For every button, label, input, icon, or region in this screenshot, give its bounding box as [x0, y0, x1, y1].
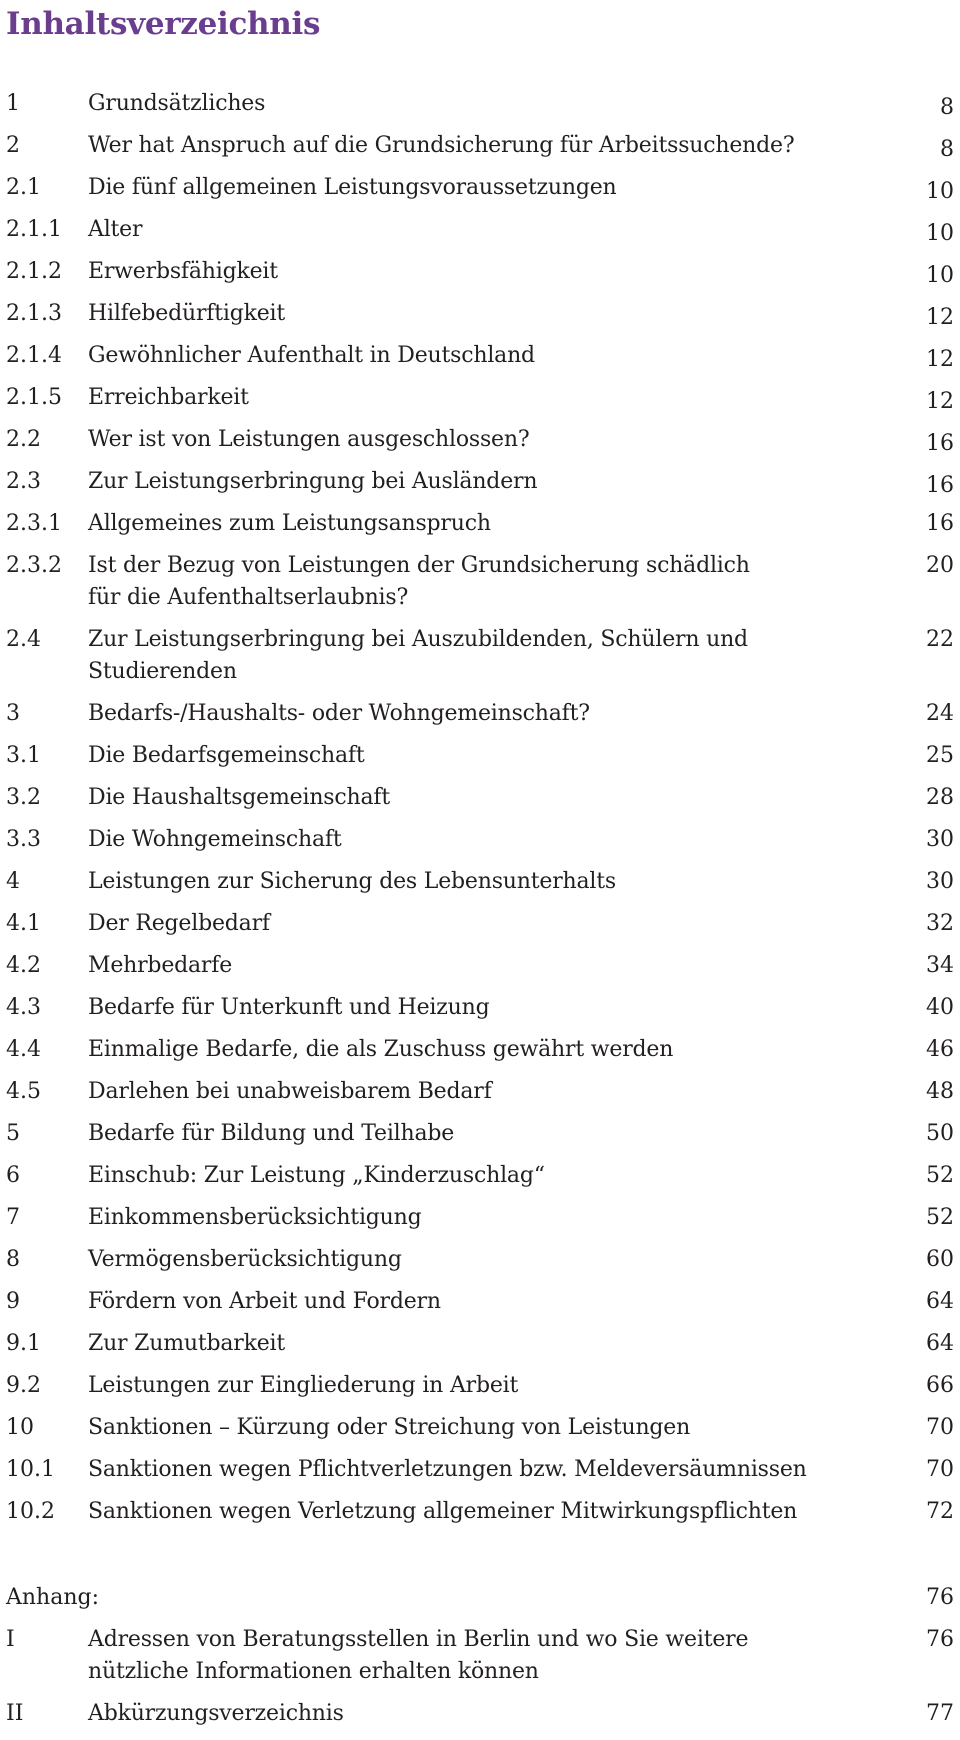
- toc-entry-number: 2.1: [6, 175, 41, 200]
- toc-entry-number: 2.3.1: [6, 511, 62, 536]
- toc-entry-page-number: 76: [926, 1627, 954, 1652]
- toc-entry-title: Ist der Bezug von Leistungen der Grundsicherung schädlich für die Aufenthaltserlaubnis?: [88, 553, 750, 610]
- toc-entry-number: 10.2: [6, 1499, 55, 1524]
- toc-entry-page-number: 16: [926, 511, 954, 536]
- toc-entry-page-number: 52: [926, 1205, 954, 1230]
- toc-entry-page-number: 10: [926, 263, 954, 288]
- toc-entry-page-number: 12: [926, 389, 954, 414]
- toc-entry-title: Die Wohngemeinschaft: [88, 827, 342, 852]
- toc-entry-number: 4: [6, 869, 20, 894]
- toc-entry-title: Mehrbedarfe: [88, 953, 233, 978]
- toc-entry[interactable]: [0, 1076, 960, 1118]
- toc-entry[interactable]: [0, 508, 960, 550]
- toc-entry-page-number: 64: [926, 1331, 954, 1356]
- toc-entry-number: 2.1.3: [6, 301, 62, 326]
- toc-entry-number: 4.3: [6, 995, 41, 1020]
- toc-entry-title: Bedarfe für Unterkunft und Heizung: [88, 995, 490, 1020]
- toc-entry-number: 2.1.1: [6, 217, 62, 242]
- toc-entry-page-number: 40: [926, 995, 954, 1020]
- toc-entry-title: Gewöhnlicher Aufenthalt in Deutschland: [88, 343, 535, 368]
- toc-entry-title: Leistungen zur Sicherung des Lebensunterhalts: [88, 869, 616, 894]
- toc-entry-title: Vermögensberücksichtigung: [88, 1247, 402, 1272]
- appendix-label: Anhang:: [6, 1585, 100, 1610]
- toc-entry[interactable]: [0, 1454, 960, 1496]
- toc-entry[interactable]: [0, 992, 960, 1034]
- toc-entry-title: Adressen von Beratungsstellen in Berlin und wo Sie weitere nützliche Informationen erhalten können: [88, 1627, 749, 1684]
- toc-entry[interactable]: [0, 340, 960, 382]
- toc-entry-number: 2.2: [6, 427, 41, 452]
- toc-entry[interactable]: [0, 1286, 960, 1328]
- toc-entry-page-number: 10: [926, 221, 954, 246]
- toc-entry-number: 3.1: [6, 743, 41, 768]
- toc-entry-page-number: 12: [926, 347, 954, 372]
- toc-entry[interactable]: [0, 698, 960, 740]
- toc-entry-page-number: 24: [926, 701, 954, 726]
- toc-entry-number: 9: [6, 1289, 20, 1314]
- toc-entry-title: Zur Leistungserbringung bei Auszubildenden, Schülern und Studierenden: [88, 627, 748, 684]
- toc-entry-title: Einschub: Zur Leistung „Kinderzuschlag“: [88, 1163, 545, 1188]
- toc-entry-page-number: 32: [926, 911, 954, 936]
- page-title: Inhaltsverzeichnis: [6, 6, 321, 42]
- toc-entry-page-number: 12: [926, 305, 954, 330]
- toc-entry-title: Sanktionen wegen Verletzung allgemeiner Mitwirkungspflichten: [88, 1499, 798, 1524]
- toc-entry-title: Grundsätzliches: [88, 91, 266, 116]
- toc-entry-title: Alter: [88, 217, 143, 242]
- toc-entry-title: Abkürzungsverzeichnis: [88, 1701, 344, 1726]
- toc-entry-number: 10: [6, 1415, 34, 1440]
- toc-entry-title: Zur Zumutbarkeit: [88, 1331, 286, 1356]
- toc-entry[interactable]: [0, 88, 960, 130]
- toc-entry-page-number: 16: [926, 431, 954, 456]
- toc-entry[interactable]: [0, 550, 960, 624]
- toc-entry-appendix[interactable]: [0, 1624, 960, 1698]
- toc-entry-number: 4.5: [6, 1079, 41, 1104]
- toc-entry-number: 2.1.5: [6, 385, 62, 410]
- toc-entry-page-number: 22: [926, 627, 954, 652]
- toc-entry[interactable]: [0, 214, 960, 256]
- toc-entry-title: Die fünf allgemeinen Leistungsvoraussetzungen: [88, 175, 617, 200]
- toc-entry-appendix[interactable]: [0, 1698, 960, 1740]
- toc-entry-page-number: 46: [926, 1037, 954, 1062]
- toc-entry[interactable]: [0, 782, 960, 824]
- toc-entry[interactable]: [0, 908, 960, 950]
- toc-entry-title: Bedarfs-/Haushalts- oder Wohngemeinschaft?: [88, 701, 590, 726]
- toc-entry-title: Der Regelbedarf: [88, 911, 270, 936]
- toc-entry-number: 2.1.4: [6, 343, 62, 368]
- toc-entry-page-number: 50: [926, 1121, 954, 1146]
- toc-entry-page-number: 60: [926, 1247, 954, 1272]
- toc-entry[interactable]: [0, 172, 960, 214]
- toc-entry-page-number: 72: [926, 1499, 954, 1524]
- toc-entry[interactable]: [0, 298, 960, 340]
- toc-entry-title: Wer ist von Leistungen ausgeschlossen?: [88, 427, 530, 452]
- toc-entry[interactable]: [0, 740, 960, 782]
- toc-entry-page-number: 77: [926, 1701, 954, 1726]
- toc-entry-number: 2.1.2: [6, 259, 62, 284]
- toc-entry-number: II: [6, 1701, 24, 1726]
- toc-entry-page-number: 25: [926, 743, 954, 768]
- appendix-page-number: 76: [926, 1585, 954, 1610]
- toc-entry-page-number: 52: [926, 1163, 954, 1188]
- toc-entry[interactable]: [0, 624, 960, 698]
- toc-entry-page-number: 8: [940, 137, 954, 162]
- toc-entry-title: Leistungen zur Eingliederung in Arbeit: [88, 1373, 519, 1398]
- toc-entry[interactable]: [0, 950, 960, 992]
- toc-entry[interactable]: [0, 382, 960, 424]
- toc-entry[interactable]: [0, 1034, 960, 1076]
- toc-entry-page-number: 8: [940, 95, 954, 120]
- toc-entry-number: 2: [6, 133, 20, 158]
- toc-entry[interactable]: [0, 466, 960, 508]
- toc-list: [0, 88, 960, 1740]
- toc-entry-number: 4.4: [6, 1037, 41, 1062]
- toc-entry-page-number: 16: [926, 473, 954, 498]
- toc-entry-number: 6: [6, 1163, 20, 1188]
- toc-entry-number: 9.2: [6, 1373, 41, 1398]
- toc-entry-title: Wer hat Anspruch auf die Grundsicherung für Arbeitssuchende?: [88, 133, 795, 158]
- toc-entry-number: 5: [6, 1121, 20, 1146]
- toc-entry-page-number: 10: [926, 179, 954, 204]
- toc-appendix-heading[interactable]: [0, 1582, 960, 1624]
- toc-entry-number: 8: [6, 1247, 20, 1272]
- toc-entry-number: 3.2: [6, 785, 41, 810]
- toc-entry-title: Sanktionen wegen Pflichtverletzungen bzw. Meldeversäumnissen: [88, 1457, 807, 1482]
- toc-entry-page-number: 28: [926, 785, 954, 810]
- toc-entry-number: I: [6, 1627, 15, 1652]
- toc-entry[interactable]: [0, 1370, 960, 1412]
- toc-entry[interactable]: [0, 866, 960, 908]
- toc-entry-number: 4.2: [6, 953, 41, 978]
- toc-entry-number: 2.4: [6, 627, 41, 652]
- toc-entry-number: 10.1: [6, 1457, 55, 1482]
- toc-entry-title: Die Bedarfsgemeinschaft: [88, 743, 365, 768]
- toc-entry-page-number: 66: [926, 1373, 954, 1398]
- toc-entry[interactable]: [0, 1118, 960, 1160]
- toc-entry-number: 3: [6, 701, 20, 726]
- toc-entry[interactable]: [0, 1244, 960, 1286]
- toc-entry-page-number: 20: [926, 553, 954, 578]
- toc-entry-page-number: 70: [926, 1457, 954, 1482]
- toc-entry-number: 1: [6, 91, 20, 116]
- toc-entry-number: 2.3.2: [6, 553, 62, 578]
- toc-entry-page-number: 30: [926, 827, 954, 852]
- toc-entry-title: Einmalige Bedarfe, die als Zuschuss gewährt werden: [88, 1037, 674, 1062]
- toc-entry-title: Einkommensberücksichtigung: [88, 1205, 422, 1230]
- toc-entry-title: Sanktionen – Kürzung oder Streichung von Leistungen: [88, 1415, 691, 1440]
- toc-entry-title: Erwerbsfähigkeit: [88, 259, 278, 284]
- toc-entry[interactable]: [0, 1496, 960, 1538]
- toc-entry-number: 3.3: [6, 827, 41, 852]
- section-spacer: [0, 1538, 960, 1582]
- toc-entry-page-number: 48: [926, 1079, 954, 1104]
- toc-entry-number: 2.3: [6, 469, 41, 494]
- toc-entry-page-number: 34: [926, 953, 954, 978]
- toc-entry-title: Darlehen bei unabweisbarem Bedarf: [88, 1079, 492, 1104]
- toc-entry-number: 9.1: [6, 1331, 41, 1356]
- toc-entry-page-number: 70: [926, 1415, 954, 1440]
- toc-entry-number: 4.1: [6, 911, 41, 936]
- toc-entry[interactable]: [0, 130, 960, 172]
- toc-entry-number: 7: [6, 1205, 20, 1230]
- toc-entry[interactable]: [0, 1328, 960, 1370]
- toc-entry[interactable]: [0, 1412, 960, 1454]
- toc-entry-title: Zur Leistungserbringung bei Ausländern: [88, 469, 538, 494]
- toc-entry-title: Die Haushaltsgemeinschaft: [88, 785, 390, 810]
- toc-entry[interactable]: [0, 1202, 960, 1244]
- toc-entry[interactable]: [0, 1160, 960, 1202]
- toc-entry-title: Erreichbarkeit: [88, 385, 249, 410]
- toc-entry-title: Allgemeines zum Leistungsanspruch: [88, 511, 491, 536]
- toc-entry-page-number: 30: [926, 869, 954, 894]
- toc-entry[interactable]: [0, 256, 960, 298]
- toc-entry-page-number: 64: [926, 1289, 954, 1314]
- toc-entry-title: Fördern von Arbeit und Fordern: [88, 1289, 441, 1314]
- toc-entry[interactable]: [0, 424, 960, 466]
- toc-entry-title: Hilfebedürftigkeit: [88, 301, 286, 326]
- toc-entry-title: Bedarfe für Bildung und Teilhabe: [88, 1121, 455, 1146]
- toc-entry[interactable]: [0, 824, 960, 866]
